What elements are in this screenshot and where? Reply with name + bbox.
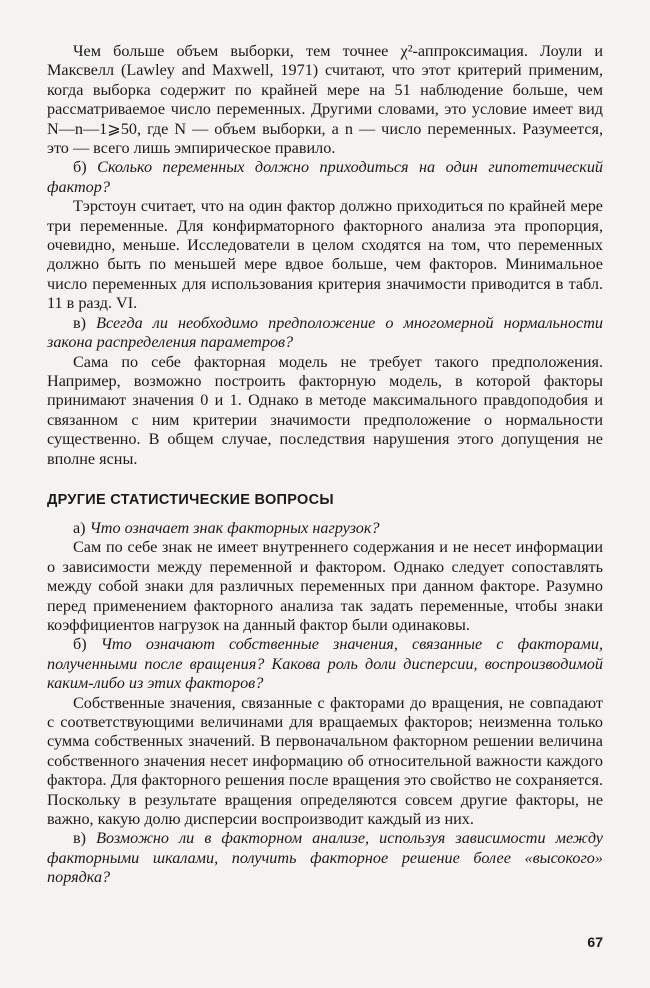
question-higher-order bbox=[47, 829, 603, 887]
page-number: 67 bbox=[587, 934, 603, 950]
paragraph-chi-square: Чем больше объем выборки, тем точнее χ²-аппроксимация. Лоули и Максвелл (Lawley and Maxwell, 1971) считают, что этот критерий применим, когда выборка содержит по крайней мере на 51 наблюдение больше, чем рассматриваемое число переменных. Другими словами, это условие имеет вид N—n—1⩾50, где N — объем выборки, а n — число переменных. Разумеется, это — всего лишь эмпирическое правило. bbox=[47, 42, 603, 158]
question-normality bbox=[47, 314, 603, 353]
question-letter: в) bbox=[73, 313, 87, 332]
question-variables-per-factor bbox=[47, 158, 603, 197]
question-letter: а) bbox=[73, 518, 86, 537]
paragraph-factor-model: Сама по себе факторная модель не требует такого предположения. Например, возможно построить факторную модель, в которой факторы принимают значения 0 и 1. Однако в методе максимального правдоподобия и связанном с ним критерии значимости предположение о нормальности существенно. В общем случае, последствия нарушения этого допущения не вполне ясны. bbox=[47, 352, 603, 468]
question-loading-sign bbox=[47, 519, 603, 538]
question-letter: в) bbox=[73, 829, 87, 848]
paragraph-thurstone: Тэрстоун считает, что на один фактор должно приходиться по крайней мере три переменные. Для конфирматорного факторного анализа эта пропорция, очевидно, меньше. Исследователи в целом сходятся на том, что переменных должно быть по меньшей мере вдвое больше, чем факторов. Минимальное число переменных для использования критерия значимости приводится в табл. 11 в разд. VI. bbox=[47, 197, 603, 313]
question-eigenvalues bbox=[47, 635, 603, 693]
question-letter: б) bbox=[73, 635, 87, 654]
question-text: Всегда ли необходимо предположение о многомерной нормальности закона распределения параметров? bbox=[47, 313, 604, 352]
question-text: Что означают собственные значения, связанные с факторами, полученными после вращения? Какова роль доли дисперсии, воспроизводимой каким-либо из этих факторов? bbox=[47, 635, 603, 693]
question-text: Сколько переменных должно приходиться на один гипотетический фактор? bbox=[47, 158, 604, 196]
paragraph-sign: Сам по себе знак не имеет внутреннего содержания и не несет информации о зависимости между переменной и фактором. Однако следует сопоставлять между собой знаки для различных переменных при данном факторе. Разумно перед применением факторного анализа так задать переменные, чтобы знаки коэффициентов нагрузок на данный фактор были одинаковы. bbox=[47, 538, 603, 634]
question-text: Возможно ли в факторном анализе, используя зависимости между факторными шкалами, получить факторное решение более «высокого» порядка? bbox=[47, 829, 603, 887]
question-text: Что означает знак факторных нагрузок? bbox=[89, 518, 380, 537]
section-heading: ДРУГИЕ СТАТИСТИЧЕСКИЕ ВОПРОСЫ bbox=[47, 491, 334, 508]
paragraph-eigenvalues: Собственные значения, связанные с факторами до вращения, не совпадают с соответствующими величинами для вращаемых факторов; неизменна только сумма собственных значений. В первоначальном факторном решении величина собственного значения несет информацию об относительной важности каждого фактора. Для факторного решения после вращения это свойство не сохраняется. Поскольку в результате вращения определяются совсем другие факторы, не важно, какую долю дисперсии воспроизводит каждый из них. bbox=[47, 693, 603, 829]
question-letter: б) bbox=[73, 158, 87, 177]
